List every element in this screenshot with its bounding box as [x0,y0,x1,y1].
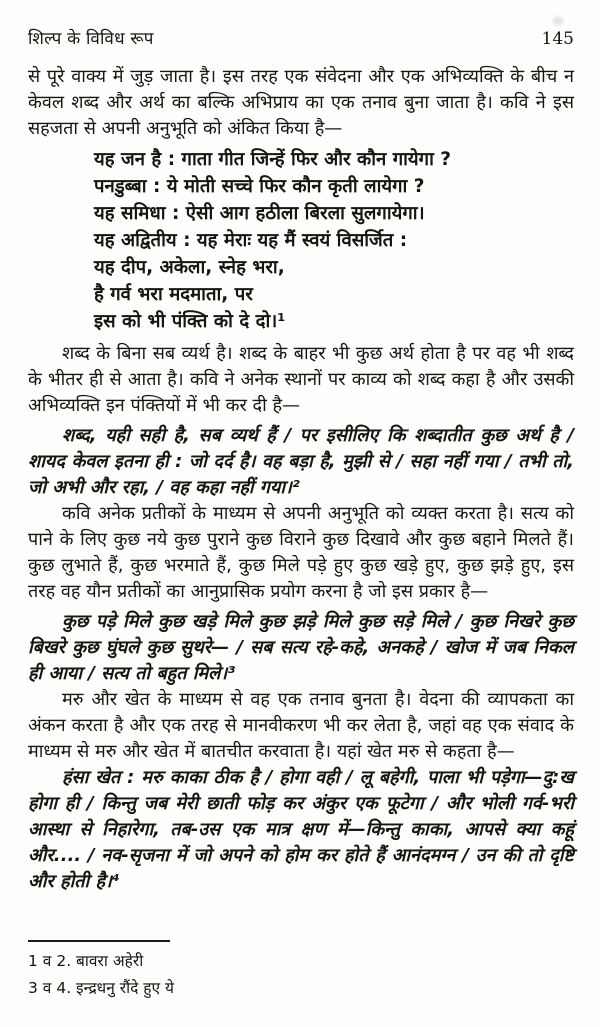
quote-maru-khet: हंसा खेत : मरु काका ठीक है / होगा वही / लू बहेगी, पाला भी पड़ेगा—दु:ख होगा ही / किन्तु जब मेरी छाती फोड़ कर अंकुर एक फूटेगा / और भोली गर्व-भरी आस्था से निहारेगा, तब-उस एक मात्र क्षण में—किन्तु काका, आपसे क्या कहूं और.... / नव-सृजना में जो अपने को होम कर होते हैं आनंदमग्न / उन की तो दृष्टि और होती है।⁴ [28,767,574,892]
page-body [28,64,574,895]
page-header [28,28,574,50]
verse-line: यह दीप, अकेला, स्नेह भरा, [94,257,285,278]
scan-smudge [550,14,566,28]
paragraph-shabd: शब्द के बिना सब व्यर्थ है। शब्द के बाहर भी कुछ अर्थ होता है पर वह भी शब्द के भीतर ही से आता है। कवि ने अनेक स्थानों पर काव्य को शब्द कहा है और उसकी अभिव्यक्ति इन पंक्तियों में भी कर दी है— [28,343,574,416]
footnotes [28,940,574,1002]
footnote-item: 3 व 4. इन्द्रधनु रौंदे हुए ये [28,979,174,997]
paragraph-intro: से पूरे वाक्य में जुड़ जाता है। इस तरह एक संवेदना और एक अभिव्यक्ति के बीच न केवल शब्द और अर्थ का बल्कि अभिप्राय का एक तनाव बुना जाता है। कवि ने इस सहजता से अपनी अनुभूति को अंकित किया है— [28,66,574,139]
page-number: 145 [541,29,574,49]
verse-line: यह जन है : गाता गीत जिन्हें फिर और कौन गायेगा ? [94,149,452,170]
quote-shabd: शब्द, यही सही है, सब व्यर्थ हैं / पर इसीलिए कि शब्दातीत कुछ अर्थ है / शायद केवल इतना ही : जो दर्द है। वह बड़ा है, मुझी से / सहा नहीं गया / तभी तो, जो अभी और रहा, / वह कहा नहीं गया।² [28,425,574,498]
paragraph-pratik: कवि अनेक प्रतीकों के माध्यम से अपनी अनुभूति को व्यक्त करता है। सत्य को पाने के लिए कुछ नये कुछ पुराने कुछ विराने कुछ दिखावे और कुछ बहाने मिलते हैं। कुछ लुभाते हैं, कुछ भरमाते हैं, कुछ मिले पड़े हुए कुछ खड़े हुए, कुछ झड़े हुए, इस तरह वह यौन प्रतीकों का आनुप्रासिक प्रयोग करना है जो इस प्रकार है— [28,503,574,602]
footnote-item: 1 व 2. बावरा अहेरी [28,952,144,970]
verse-line: है गर्व भरा मदमाता, पर [94,284,253,305]
verse-line: पनडुब्बा : ये मोती सच्चे फिर कौन कृती लायेगा ? [94,176,425,197]
verse-line: यह समिधा : ऐसी आग हठीला बिरला सुलगायेगा। [94,203,425,224]
footnote-divider [28,940,170,942]
verse-line: इस को भी पंक्ति को दे दो।¹ [94,311,286,332]
verse-block [94,146,574,335]
verse-line: यह अद्वितीय : यह मेराः यह मैं स्वयं विसर्जित : [94,230,408,251]
running-title: शिल्प के विविध रूप [28,29,154,49]
paragraph-maru-khet: मरु और खेत के माध्यम से वह एक तनाव बुनता है। वेदना की व्यापकता का अंकन करता है और एक तरह से मानवीकरण भी कर लेता है, जहां वह एक संवाद के माध्यम से मरु और खेत में बातचीत करवाता है। यहां खेत मरु से कहता है— [28,689,574,762]
quote-pratik: कुछ पड़े मिले कुछ खड़े मिले कुछ झड़े मिले कुछ सड़े मिले / कुछ निखरे कुछ बिखरे कुछ घुंघले कुछ सुथरे— / सब सत्य रहे-कहे, अनकहे / खोज में जब निकल ही आया / सत्य तो बहुत मिले।³ [28,611,574,684]
